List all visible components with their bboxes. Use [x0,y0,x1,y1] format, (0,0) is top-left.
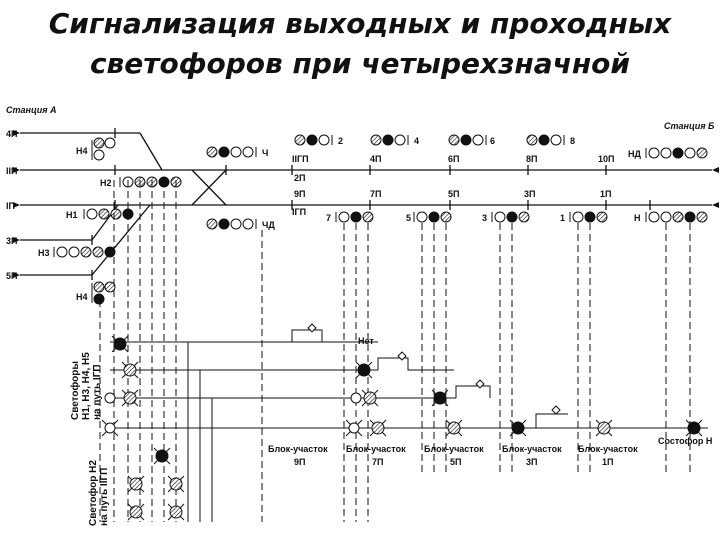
svg-text:ЧД: ЧД [262,220,275,230]
signal-4 [371,135,419,146]
svg-text:3: 3 [482,213,488,223]
block-section-label: Блок-участок [346,444,406,454]
track-4p-switch [140,133,162,170]
svg-text:Н1, Н3, Н4, Н5: Н1, Н3, Н4, Н5 [81,352,92,420]
side-label-group1 [69,352,103,420]
station-b-label: Станция Б [664,121,715,131]
svg-text:на путь IГП: на путь IГП [92,364,103,420]
signal-h3 [38,247,115,258]
svg-text:НД: НД [628,149,641,159]
svg-text:2: 2 [338,136,344,146]
track-label: 3П [6,236,18,246]
arrow-icon [712,202,719,208]
signal-ch [207,147,268,158]
track-label: 5П [6,271,18,281]
state-lines [110,330,708,522]
arrow-icon [712,167,719,173]
signal-2 [295,135,343,146]
svg-text:Н4: Н4 [76,146,88,156]
block-section-labels [268,436,712,467]
block-label: 1П [600,189,612,199]
signal-h1 [66,209,133,220]
block-label-2p: 2П [294,173,306,183]
track-label: IП [6,201,15,211]
svg-text:Светофор Н2: Светофор Н2 [88,460,99,526]
lit-signal-red [510,420,526,436]
lit-signal [128,476,184,492]
svg-text:на путь IIГП: на путь IIГП [99,467,110,526]
track-label: 4П [6,129,18,139]
signal-n-caption: Состофор Н [658,436,713,446]
signal-nd [628,148,707,159]
block-section-number: 3П [526,457,538,467]
net-label: Нет [358,336,374,346]
lit-signal [596,420,612,436]
signal-7 [326,212,373,223]
side-label-group2 [87,460,110,526]
block-section-label: Блок-участок [268,444,328,454]
svg-text:1: 1 [560,213,566,223]
block-label: 5П [448,189,460,199]
lit-signal-red [154,448,170,464]
signal-1 [560,212,607,223]
lit-signal [446,420,462,436]
lit-signal-red [686,420,702,436]
signal-h4-bottom [76,282,115,304]
svg-text:8: 8 [570,136,576,146]
block-section-label: Блок-участок [424,444,484,454]
signal-5 [406,212,451,223]
svg-text:7: 7 [326,213,332,223]
block-section-number: 7П [372,457,384,467]
svg-text:Н3: Н3 [38,248,50,258]
block-label: 7П [370,189,382,199]
svg-text:Н1: Н1 [66,210,78,220]
block-section-number: 5П [450,457,462,467]
svg-text:Н: Н [634,213,641,223]
lit-signal [370,420,386,436]
station-a-label: Станция А [6,105,57,115]
lit-signal [351,390,378,406]
block-section-label: Блок-участок [502,444,562,454]
svg-text:Н4: Н4 [76,292,88,302]
block-label: 3П [524,189,536,199]
lit-signal-red [356,362,372,378]
svg-text:5: 5 [406,213,412,223]
track-label: IIП [6,166,18,176]
lit-signal-red [432,390,448,406]
svg-text:Н2: Н2 [100,178,112,188]
svg-text:Ч: Ч [262,148,269,158]
lit-signal [128,504,184,520]
svg-text:6: 6 [490,136,496,146]
lit-signal-red [112,336,128,352]
block-section-label: Блок-участок [578,444,638,454]
svg-text:Светофоры: Светофоры [70,361,81,420]
block-label: IIГП [292,154,309,164]
block-section-number: 9П [294,457,306,467]
block-label: 4П [370,154,382,164]
block-label: 8П [526,154,538,164]
signal-3 [482,212,529,223]
signal-chd [207,219,275,230]
svg-text:4: 4 [414,136,420,146]
block-label: 9П [294,189,306,199]
lit-signal [122,362,138,378]
signal-h4-top [76,138,115,160]
track-arrows [13,130,719,278]
block-section-number: 1П [602,457,614,467]
signal-6 [449,135,495,146]
block-label: 10П [598,154,615,164]
block-label-igp: IГП [292,207,307,217]
signal-8 [527,135,575,146]
title-line-1: Сигнализация выходных и проходных [48,7,672,40]
signal-n [634,212,707,223]
title-line-2: светофоров при четырехзначной [89,47,631,80]
block-label: 6П [448,154,460,164]
